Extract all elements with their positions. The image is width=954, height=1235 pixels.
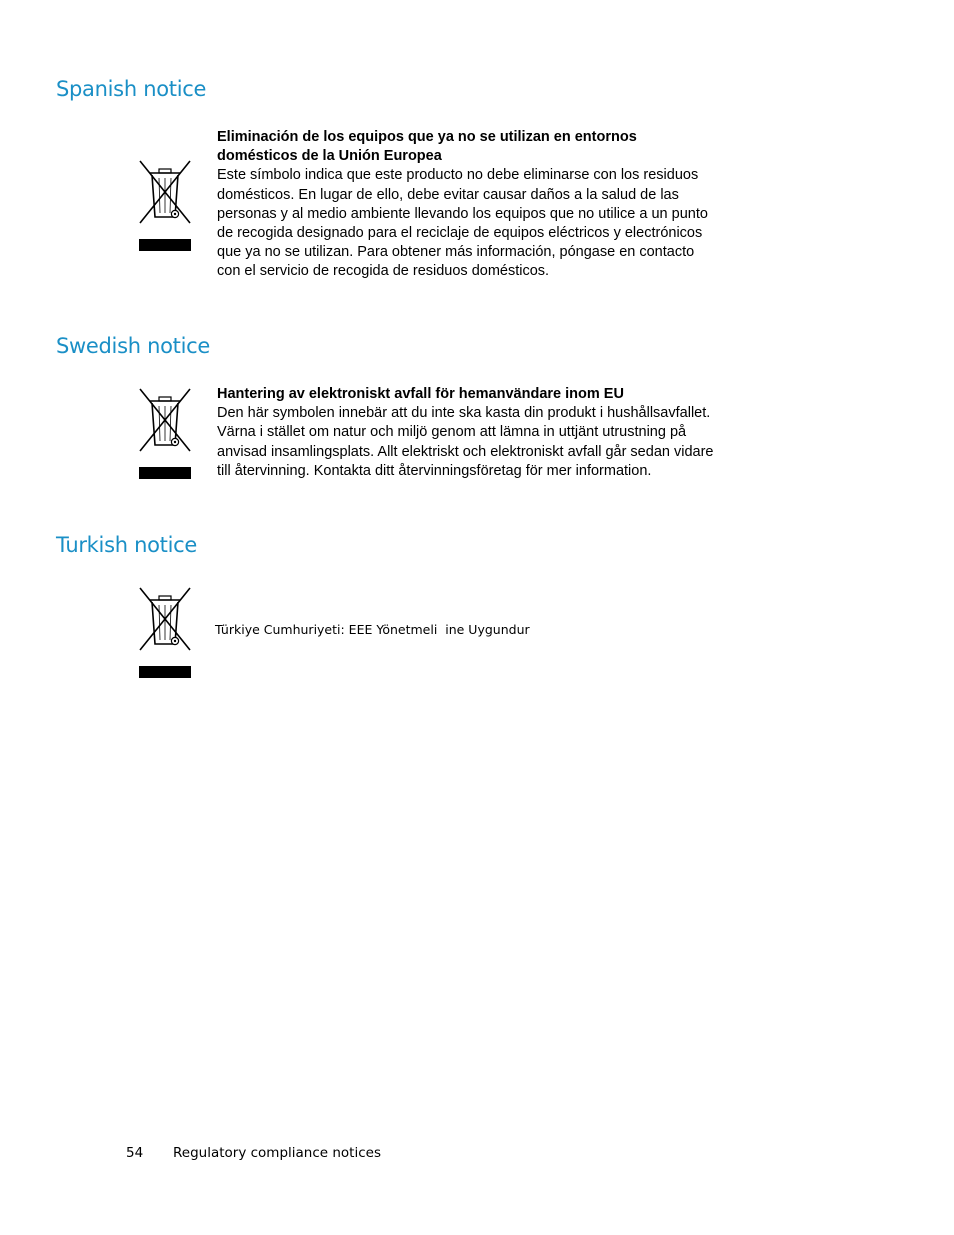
turkish-notice-heading: Turkish notice: [56, 533, 197, 557]
notice-title-line: domésticos de la Unión Europea: [217, 148, 442, 165]
footer-chapter-title: Regulatory compliance notices: [173, 1145, 381, 1161]
weee-crossed-bin-icon: [138, 159, 192, 251]
notice-body-line: que ya no se utilizan. Para obtener más información, póngase en contacto: [217, 244, 695, 261]
notice-body-line: anvisad insamlingsplats. Allt elektriskt och elektroniskt avfall går sedan vidare: [217, 443, 714, 460]
notice-title-line: Eliminación de los equipos que ya no se utilizan en entornos: [217, 129, 637, 145]
weee-crossed-bin-icon: [138, 387, 192, 479]
turkish-notice-text: Türkiye Cumhuriyeti: EEE Yönetmeli ine Uygundur: [215, 622, 530, 637]
spanish-notice-heading: Spanish notice: [56, 77, 207, 101]
notice-body-line: Värna i stället om natur och miljö genom att lämna in uttjänt utrustning på: [217, 424, 687, 441]
page-number: 54: [126, 1145, 144, 1161]
notice-body-line: Este símbolo indica que este producto no debe eliminarse con los residuos: [217, 167, 699, 184]
spanish-notice-text: [217, 128, 708, 282]
notice-body-line: con el servicio de recogida de residuos domésticos.: [217, 263, 550, 280]
notice-body-line: de recogida designado para el reciclaje de equipos eléctricos y electrónicos: [217, 225, 703, 242]
notice-title-line: Hantering av elektroniskt avfall för hemanvändare inom EU: [217, 386, 624, 402]
swedish-notice-text: [217, 385, 713, 481]
notice-body-line: personas y al medio ambiente llevando los equipos que no utilice a un punto: [217, 205, 708, 222]
notice-body-line: till återvinning. Kontakta ditt återvinningsföretag för mer information.: [217, 462, 652, 479]
notice-body-line: Den här symbolen innebär att du inte ska kasta din produkt i hushållsavfallet.: [217, 405, 711, 422]
swedish-notice-heading: Swedish notice: [56, 334, 211, 358]
weee-crossed-bin-icon: [138, 586, 192, 678]
notice-body-line: domésticos. En lugar de ello, debe evitar causar daños a la salud de las: [217, 186, 679, 203]
